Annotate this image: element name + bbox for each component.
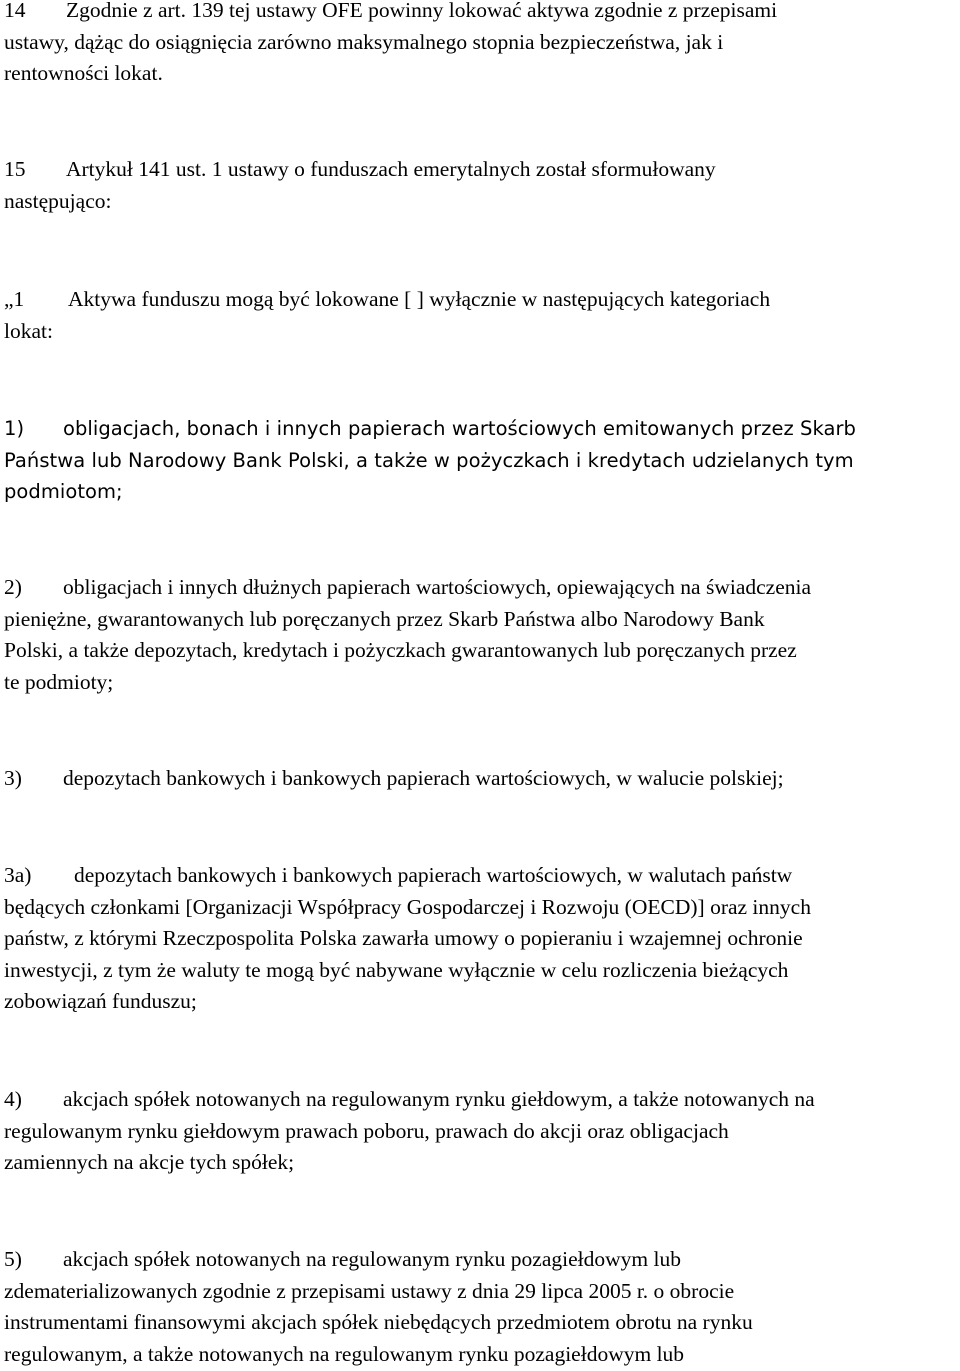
footnote-number: 14 bbox=[4, 0, 26, 22]
item-number: 2) bbox=[4, 575, 22, 599]
list-item-4 bbox=[4, 1084, 956, 1179]
item-text-line: depozytach bankowych i bankowych papierach wartościowych, w walucie polskiej; bbox=[63, 766, 784, 790]
footnote-text-line: następująco: bbox=[4, 188, 112, 213]
footnote-text-line: rentowności lokat. bbox=[4, 61, 163, 85]
item-number: 5) bbox=[4, 1247, 22, 1271]
list-item-5 bbox=[4, 1244, 956, 1370]
item-number: 1) bbox=[4, 417, 25, 440]
item-text-line: Polski, a także depozytach, kredytach i pożyczkach gwarantowanych lub poręczanych przez bbox=[4, 638, 797, 662]
list-item-3 bbox=[4, 763, 956, 795]
footnote-number: 15 bbox=[4, 157, 26, 181]
quote-text-line: Aktywa funduszu mogą być lokowane [ ] wyłącznie w następujących kategoriach bbox=[68, 287, 771, 311]
item-number: 3a) bbox=[4, 863, 32, 887]
item-text-line: podmiotom; bbox=[4, 480, 123, 503]
item-text-line: zdematerializowanych zgodnie z przepisami ustawy z dnia 29 lipca 2005 r. o obrocie bbox=[4, 1278, 735, 1303]
item-text-line: regulowanym, a także notowanych na regulowanym rynku pozagiełdowym lub bbox=[4, 1341, 685, 1366]
item-text-line: regulowanym rynku giełdowym prawach poboru, prawach do akcji oraz obligacjach bbox=[4, 1118, 729, 1143]
list-item-3a bbox=[4, 860, 956, 1018]
item-text-line: obligacjach i innych dłużnych papierach wartościowych, opiewających na świadczenia bbox=[63, 575, 812, 599]
item-text-line: inwestycji, z tym że waluty te mogą być nabywane wyłącznie w celu rozliczenia bieżących bbox=[4, 957, 789, 982]
item-text-line: zamiennych na akcje tych spółek; bbox=[4, 1150, 295, 1174]
item-text-line: instrumentami finansowymi akcjach spółek niebędących przedmiotem obrotu na rynku bbox=[4, 1310, 753, 1334]
item-text-line: pieniężne, gwarantowanych lub poręczanych przez Skarb Państwa albo Narodowy Bank bbox=[4, 606, 765, 631]
quote-number: „1 bbox=[4, 287, 25, 311]
footnote-14 bbox=[4, 0, 956, 90]
item-text-line: będących członkami [Organizacji Współpracy Gospodarczej i Rozwoju (OECD)] oraz innych bbox=[4, 894, 811, 919]
item-text-line: te podmioty; bbox=[4, 669, 114, 694]
item-text-line: obligacjach, bonach i innych papierach wartościowych emitowanych przez Skarb bbox=[63, 417, 856, 440]
item-text-line: państw, z którymi Rzeczpospolita Polska zawarła umowy o popieraniu i wzajemnej ochronie bbox=[4, 926, 803, 950]
footnote-text-line: Artykuł 141 ust. 1 ustawy o funduszach emerytalnych został sformułowany bbox=[66, 157, 716, 181]
footnote-15 bbox=[4, 154, 956, 217]
quote-text-line: lokat: bbox=[4, 318, 53, 343]
item-text-line: zobowiązań funduszu; bbox=[4, 989, 197, 1013]
list-item-1 bbox=[4, 413, 956, 508]
item-number: 4) bbox=[4, 1087, 22, 1111]
quote-paragraph bbox=[4, 284, 956, 347]
item-text-line: akcjach spółek notowanych na regulowanym rynku giełdowym, a także notowanych na bbox=[63, 1087, 815, 1111]
item-text-line: Państwa lub Narodowy Bank Polski, a także w pożyczkach i kredytach udzielanych tym bbox=[4, 448, 854, 472]
list-item-2 bbox=[4, 572, 956, 698]
footnote-text-line: Zgodnie z art. 139 tej ustawy OFE powinny lokować aktywa zgodnie z przepisami bbox=[66, 0, 778, 22]
item-text-line: depozytach bankowych i bankowych papierach wartościowych, w walutach państw bbox=[74, 863, 793, 887]
footnote-text-line: ustawy, dążąc do osiągnięcia zarówno maksymalnego stopnia bezpieczeństwa, jak i bbox=[4, 29, 724, 54]
item-text-line: akcjach spółek notowanych na regulowanym rynku pozagiełdowym lub bbox=[63, 1247, 681, 1271]
item-number: 3) bbox=[4, 766, 22, 790]
